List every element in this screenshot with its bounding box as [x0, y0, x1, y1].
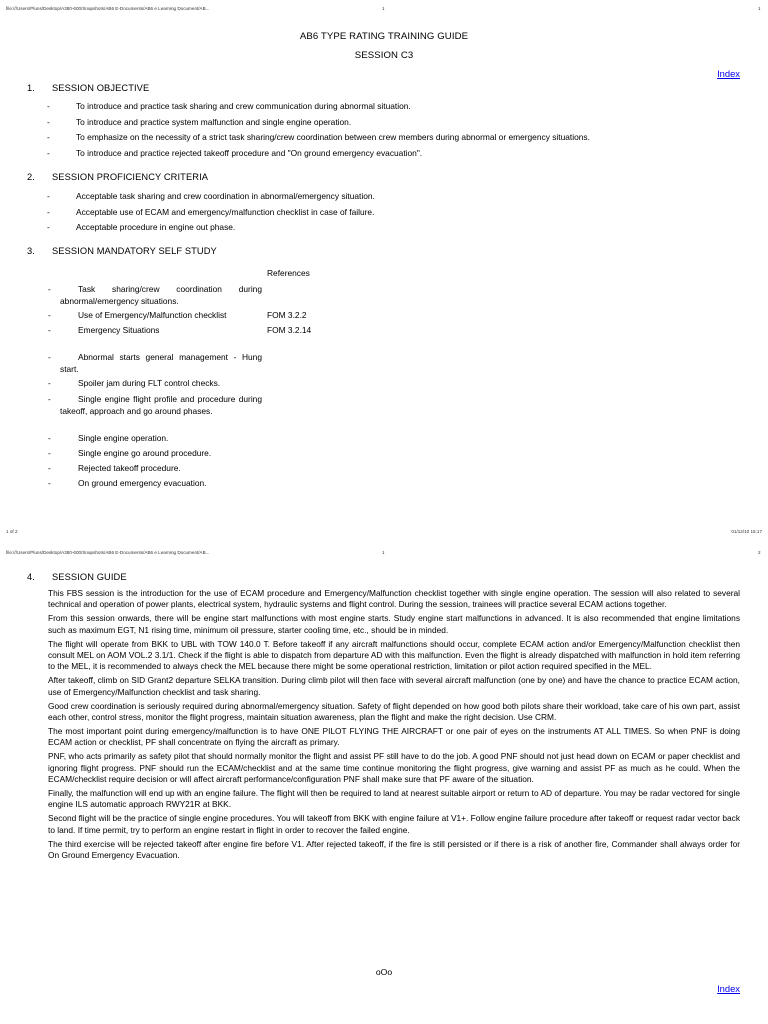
section-1-number: 1.	[27, 83, 35, 93]
session-objective-list	[46, 101, 706, 163]
section-2-number: 2.	[27, 172, 35, 182]
browser-header-page: 1	[382, 550, 385, 555]
guide-paragraph: The most important point during emergency/malfunction is to have ONE PILOT FLYING THE AIRCRAFT or one pair of eyes on the instruments AT ALL TIMES. So when PNF is doing ECAM action or checklist, PF shall concentrate on flying the aircraft as primary.	[48, 725, 740, 748]
guide-paragraph: Good crew coordination is seriously required during abnormal/emergency situation. Safety of flight depended on how good both pilots share their workload, take care of his own part, assist each other, control stress, monitor the flight progress, maintain situation awareness, plan the flight and make the right decision. Use CRM.	[48, 700, 740, 723]
list-item: - Acceptable use of ECAM and emergency/malfunction checklist in case of failure.	[46, 207, 706, 223]
list-item: - To introduce and practice task sharing and crew communication during abnormal situation.	[46, 101, 706, 117]
study-topic: Single engine flight profile and procedure during takeoff, approach and go around phases.	[60, 394, 262, 416]
study-topic: On ground emergency evacuation.	[78, 478, 207, 488]
session-guide-body	[48, 588, 740, 864]
browser-header-page: 1	[382, 6, 385, 11]
guide-paragraph: Second flight will be the practice of single engine procedures. You will takeoff from BKK with engine failure at V1+. Follow engine failure procedure after takeoff or request radar vector back to land. If time permit, try to perform an engine restart in flight in order to recover the failed engine.	[48, 813, 740, 835]
section-3-title: SESSION MANDATORY SELF STUDY	[52, 246, 217, 256]
guide-paragraph: From this session onwards, there will be engine start malfunctions with most engine starts. Study engine start malfunctions in advanced. It is also recommended that engine limitations such as maximum EGT, N1 rising time, minimum oil pressure, starter cooling time, etc., should be in minded.	[48, 613, 740, 635]
study-topic: Emergency Situations	[78, 325, 160, 335]
study-topic: Spoiler jam during FLT control checks.	[78, 378, 221, 388]
session-subtitle: SESSION C3	[354, 50, 414, 61]
end-mark: oOo	[375, 967, 393, 977]
guide-paragraph: Finally, the malfunction will end up with an engine failure. The flight will then be required to land at nearest suitable airport or return to AD of departure. You may be radar vectored for single engine ILS automatic approach RWY21R at BKK.	[48, 788, 740, 810]
browser-header-path: file:///Users/Pluns/Desktop/A380-600/Snapshots/AB6 E-Documents/AB6 e Learning Document/AB...	[6, 6, 210, 11]
document-title: AB6 TYPE RATING TRAINING GUIDE	[299, 31, 469, 42]
index-link-top[interactable]: Index	[717, 68, 740, 79]
list-item: - Acceptable procedure in engine out phase.	[46, 222, 706, 238]
references-header: References	[267, 268, 310, 278]
section-3-number: 3.	[27, 246, 35, 256]
index-link-bottom[interactable]: Index	[717, 983, 740, 994]
guide-paragraph: The flight will operate from BKK to UBL with TOW 140.0 T. Before takeoff if any aircraft malfunctions should occur, complete ECAM action and/or Emergency/Malfunction checklist then consult MEL on AOM VOL.2 3.1/1. Check if the flight is able to dispatch from departure AD with this malfunction. Even the flight is already dispatched with malfunction in hold item referring to the MEL, it is recommended to always check the MEL because there might be some operational restriction, limitation or pilot action required specified in the MEL.	[48, 638, 740, 672]
list-item: - To emphasize on the necessity of a strict task sharing/crew coordination between crew members during abnormal or emergency situations.	[46, 132, 706, 148]
study-topic: Use of Emergency/Malfunction checklist	[78, 310, 227, 320]
list-item: - Acceptable task sharing and crew coordination in abnormal/emergency situation.	[46, 191, 706, 207]
guide-paragraph: After takeoff, climb on SID Grant2 departure SELKA transition. During climb pilot will then face with several aircraft malfunction (one by one) and have the chance to practice ECAM action, use of Emergency/Malfunction checklist and task sharing.	[48, 675, 740, 697]
guide-paragraph: The third exercise will be rejected takeoff after engine fire before V1. After rejected takeoff, if the fire is still persisted or if there is a risk of another fire, Commander shall always order for On Ground Emergency Evacuation.	[48, 838, 740, 861]
page-footer-count: 1 of 2	[6, 529, 18, 534]
section-2-title: SESSION PROFICIENCY CRITERIA	[52, 172, 209, 182]
browser-header-number: 1	[758, 6, 761, 11]
study-topic: Single engine go around procedure.	[78, 448, 212, 458]
study-reference: FOM 3.2.2	[267, 310, 307, 320]
list-item: - To introduce and practice rejected takeoff procedure and "On ground emergency evacuation".	[46, 148, 706, 164]
study-topic: Task sharing/crew coordination during abnormal/emergency situations.	[60, 284, 262, 306]
study-topic: Single engine operation.	[78, 433, 169, 443]
proficiency-criteria-list	[46, 191, 706, 238]
page-footer-timestamp: 01/12/10 15:17	[731, 529, 762, 534]
browser-header-path: file:///Users/Pluns/Desktop/A380-600/Snapshots/AB6 E-Documents/AB6 e Learning Document/AB...	[6, 550, 210, 555]
study-topic: Abnormal starts general management - Hung start.	[60, 352, 262, 374]
section-4-number: 4.	[27, 572, 35, 582]
list-item: - To introduce and practice system malfunction and single engine operation.	[46, 117, 706, 133]
guide-paragraph: This FBS session is the introduction for the use of ECAM procedure and Emergency/Malfunction checklist together with single engine operation. The session will also related to several technical and operation of power plants, electrical system, hydraulic systems and flight control. During the session, trainees will practice several ECAM actions together.	[48, 588, 740, 610]
guide-paragraph: PNF, who acts primarily as safety pilot that should normally monitor the flight and assist PF still have to do the job. A good PNF should not just head down on ECAM or paper checklist and ignoring flight progress. PNF should run the ECAM/checklist and at the same time continue monitoring the flight progress, give warning and assist PF as much as he could. When the ECAM/checklist require decision or will affect aircraft performance/configuration PNF shall make sure that PF aware of the situation.	[48, 751, 740, 785]
browser-header-number: 2	[758, 550, 761, 555]
study-topic: Rejected takeoff procedure.	[78, 463, 181, 473]
self-study-table: References - Task sharing/crew coordination during abnormal/emergency situations. - Use of Emergency/Malfunction checklist FOM 3.2.2 - Emergency Situations FOM 3.2.14 - Abnormal starts general management - Hung start. - Spoiler jam during FLT control checks. - Single engine flight profile and procedure during takeoff, approach and go around phases. - Single engine operation. - Single engine go around procedure. - Rejected takeoff procedure. - On ground emergency evacuation.	[46, 268, 316, 493]
section-1-title: SESSION OBJECTIVE	[52, 83, 150, 93]
study-reference: FOM 3.2.14	[267, 325, 312, 335]
section-4-title: SESSION GUIDE	[52, 572, 127, 582]
